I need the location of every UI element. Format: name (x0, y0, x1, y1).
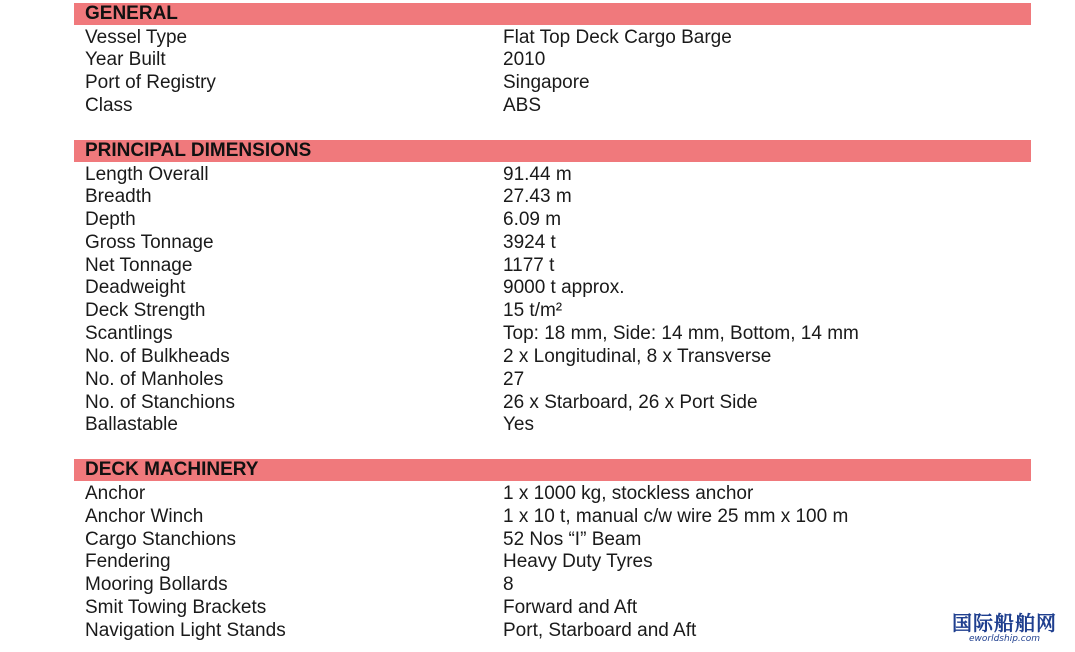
row-label: Length Overall (85, 164, 209, 185)
row-value: 9000 t approx. (503, 277, 625, 298)
section-header-principal-dimensions: PRINCIPAL DIMENSIONS (74, 140, 1031, 162)
row-label: No. of Manholes (85, 369, 224, 390)
section-header-deck-machinery: DECK MACHINERY (74, 459, 1031, 481)
row-value: 1 x 1000 kg, stockless anchor (503, 483, 754, 504)
row-value: 2010 (503, 49, 546, 70)
row-value: Singapore (503, 72, 590, 93)
watermark-cn: 国际船舶网 (952, 611, 1057, 635)
row-value: 1177 t (503, 255, 555, 276)
row-label: Anchor (85, 483, 146, 504)
row-label: Deck Strength (85, 300, 206, 321)
row-value: 3924 t (503, 232, 556, 253)
row-label: Class (85, 95, 133, 116)
watermark-en: eworldship.com (968, 634, 1040, 644)
row-value: Forward and Aft (503, 597, 638, 618)
row-value: Yes (503, 414, 534, 435)
row-value: 27 (503, 369, 525, 390)
row-value: 91.44 m (503, 164, 572, 185)
row-value: Top: 18 mm, Side: 14 mm, Bottom, 14 mm (503, 323, 859, 344)
row-value: Flat Top Deck Cargo Barge (503, 27, 732, 48)
row-label: Anchor Winch (85, 506, 204, 527)
row-value: 15 t/m² (503, 300, 563, 321)
row-value: 1 x 10 t, manual c/w wire 25 mm x 100 m (503, 506, 849, 527)
row-label: No. of Stanchions (85, 392, 235, 413)
row-label: Gross Tonnage (85, 232, 214, 253)
row-label: Scantlings (85, 323, 173, 344)
row-label: Vessel Type (85, 27, 188, 48)
row-label: Depth (85, 209, 136, 230)
row-label: Net Tonnage (85, 255, 193, 276)
section-header-general: GENERAL (74, 3, 1031, 25)
row-label: Port of Registry (85, 72, 216, 93)
row-value: 27.43 m (503, 186, 572, 207)
row-value: 52 Nos “I” Beam (503, 529, 642, 550)
row-label: Deadweight (85, 277, 186, 298)
row-label: Year Built (85, 49, 166, 70)
row-label: Smit Towing Brackets (85, 597, 267, 618)
row-label: No. of Bulkheads (85, 346, 230, 367)
row-value: 6.09 m (503, 209, 562, 230)
row-value: 26 x Starboard, 26 x Port Side (503, 392, 758, 413)
row-value: ABS (503, 95, 542, 116)
watermark-logo (952, 612, 1057, 644)
row-label: Ballastable (85, 414, 178, 435)
row-value: Port, Starboard and Aft (503, 620, 697, 641)
row-label: Cargo Stanchions (85, 529, 237, 550)
row-label: Mooring Bollards (85, 574, 228, 595)
row-value: 8 (503, 574, 514, 595)
row-label: Navigation Light Stands (85, 620, 286, 641)
row-value: 2 x Longitudinal, 8 x Transverse (503, 346, 772, 367)
row-label: Fendering (85, 551, 171, 572)
row-label: Breadth (85, 186, 152, 207)
row-value: Heavy Duty Tyres (503, 551, 653, 572)
